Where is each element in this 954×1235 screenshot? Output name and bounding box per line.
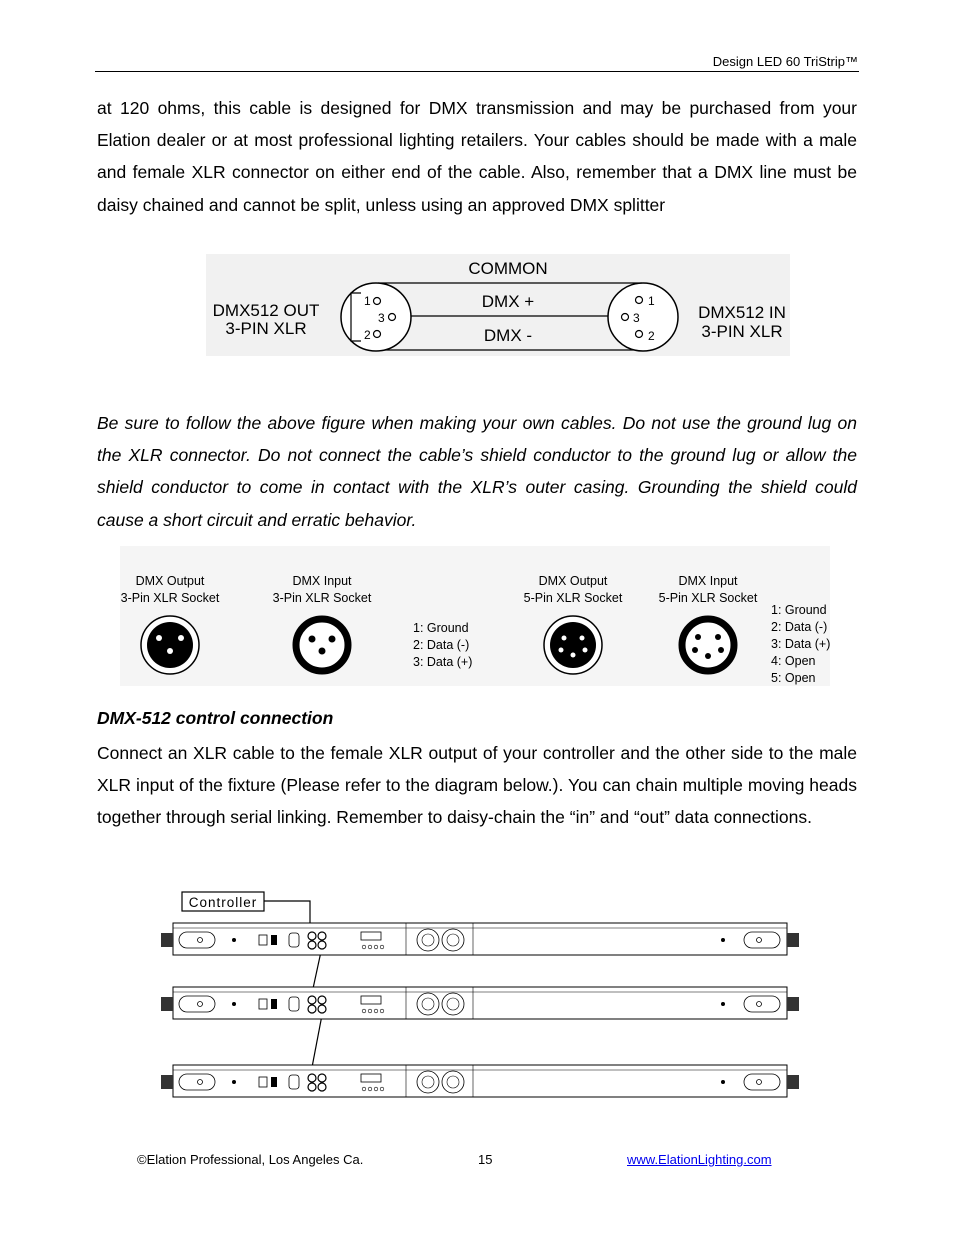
fixture-1 [161,923,799,955]
fixture-3 [161,1065,799,1097]
legend3-item-2: 2: Data (-) [413,638,470,652]
socket-3pin-output [141,616,199,674]
left-pin3-label: 3 [378,311,385,325]
dmx-plus-label: DMX + [481,292,535,311]
right-pin2-label: 2 [648,329,655,343]
dmx-cable-diagram [206,254,790,356]
legend5-item-4: 4: Open [771,654,816,668]
out3-title-line1: DMX Output [135,574,205,588]
right-pin2 [636,331,643,338]
out3-title-line2: 3-Pin XLR Socket [120,591,220,605]
common-label: COMMON [468,259,548,278]
header-title: Design LED 60 TriStrip™ [712,54,858,69]
in3-title-line2: 3-Pin XLR Socket [272,591,372,605]
in5-title-line1: DMX Input [678,574,738,588]
out5-title-line1: DMX Output [538,574,608,588]
fixture-2 [161,987,799,1019]
paragraph-grounding-warning: Be sure to follow the above figure when making your own cables. Do not use the ground lug on the XLR connector. Do not connect the cable’s shield conductor to the ground lug or allow the shield conductor to come in contact with the XLR’s outer casing. Grounding the shield could cause a short circuit and erratic behavior. [97,413,857,530]
left-pin3 [389,314,396,321]
paragraph-cable-spec: at 120 ohms, this cable is designed for DMX transmission and may be purchased from your Elation dealer or at most professional lighting retailers. Your cables should be made with a male and female XLR connector on either end of the cable. Also, remember that a DMX line must be daisy chained and cannot be split, unless using an approved DMX splitter [97,98,857,215]
left-pin1 [374,298,381,305]
right-pin1-label: 1 [648,294,655,308]
legend3-item-3: 3: Data (+) [413,655,473,669]
left-connector-line1: DMX512 OUT [212,301,320,320]
legend5-item-2: 2: Data (-) [771,620,828,634]
daisy-chain-diagram [155,885,805,1115]
right-pin3 [622,314,629,321]
socket-3pin-input [296,619,348,671]
left-connector-line2: 3-PIN XLR [225,319,307,338]
legend5-item-1: 1: Ground [771,603,827,617]
right-connector-line2: 3-PIN XLR [701,322,783,341]
legend3-item-1: 1: Ground [413,621,469,635]
dmx-minus-label: DMX - [483,326,533,345]
legend5-item-3: 3: Data (+) [771,637,830,651]
right-xlr-connector [608,283,678,351]
in3-title-line1: DMX Input [292,574,352,588]
page-number: 15 [478,1152,493,1167]
right-pin1 [636,297,643,304]
socket-5pin-input [682,619,734,671]
legend5-item-5: 5: Open [771,671,816,685]
website-link[interactable]: www.ElationLighting.com [627,1152,772,1167]
xlr-pinout-diagram [120,546,830,686]
in5-title-line2: 5-Pin XLR Socket [658,591,758,605]
footer-copyright: ©Elation Professional, Los Angeles Ca. [137,1152,364,1167]
section-heading-dmx-control: DMX-512 control connection [97,708,334,728]
header-rule [95,71,859,72]
left-pin2 [374,331,381,338]
right-pin3-label: 3 [633,311,640,325]
socket-5pin-output [544,616,602,674]
left-pin2-label: 2 [364,328,371,342]
out5-title-line2: 5-Pin XLR Socket [523,591,623,605]
paragraph-dmx-connection: Connect an XLR cable to the female XLR output of your controller and the other side to the male XLR input of the fixture (Please refer to the diagram below.). You can chain multiple moving heads together through serial linking. Remember to daisy-chain the “in” and “out” data connections. [97,743,857,828]
controller-label: Controller [188,895,258,910]
left-pin1-label: 1 [364,294,371,308]
right-connector-line1: DMX512 IN [698,303,786,322]
